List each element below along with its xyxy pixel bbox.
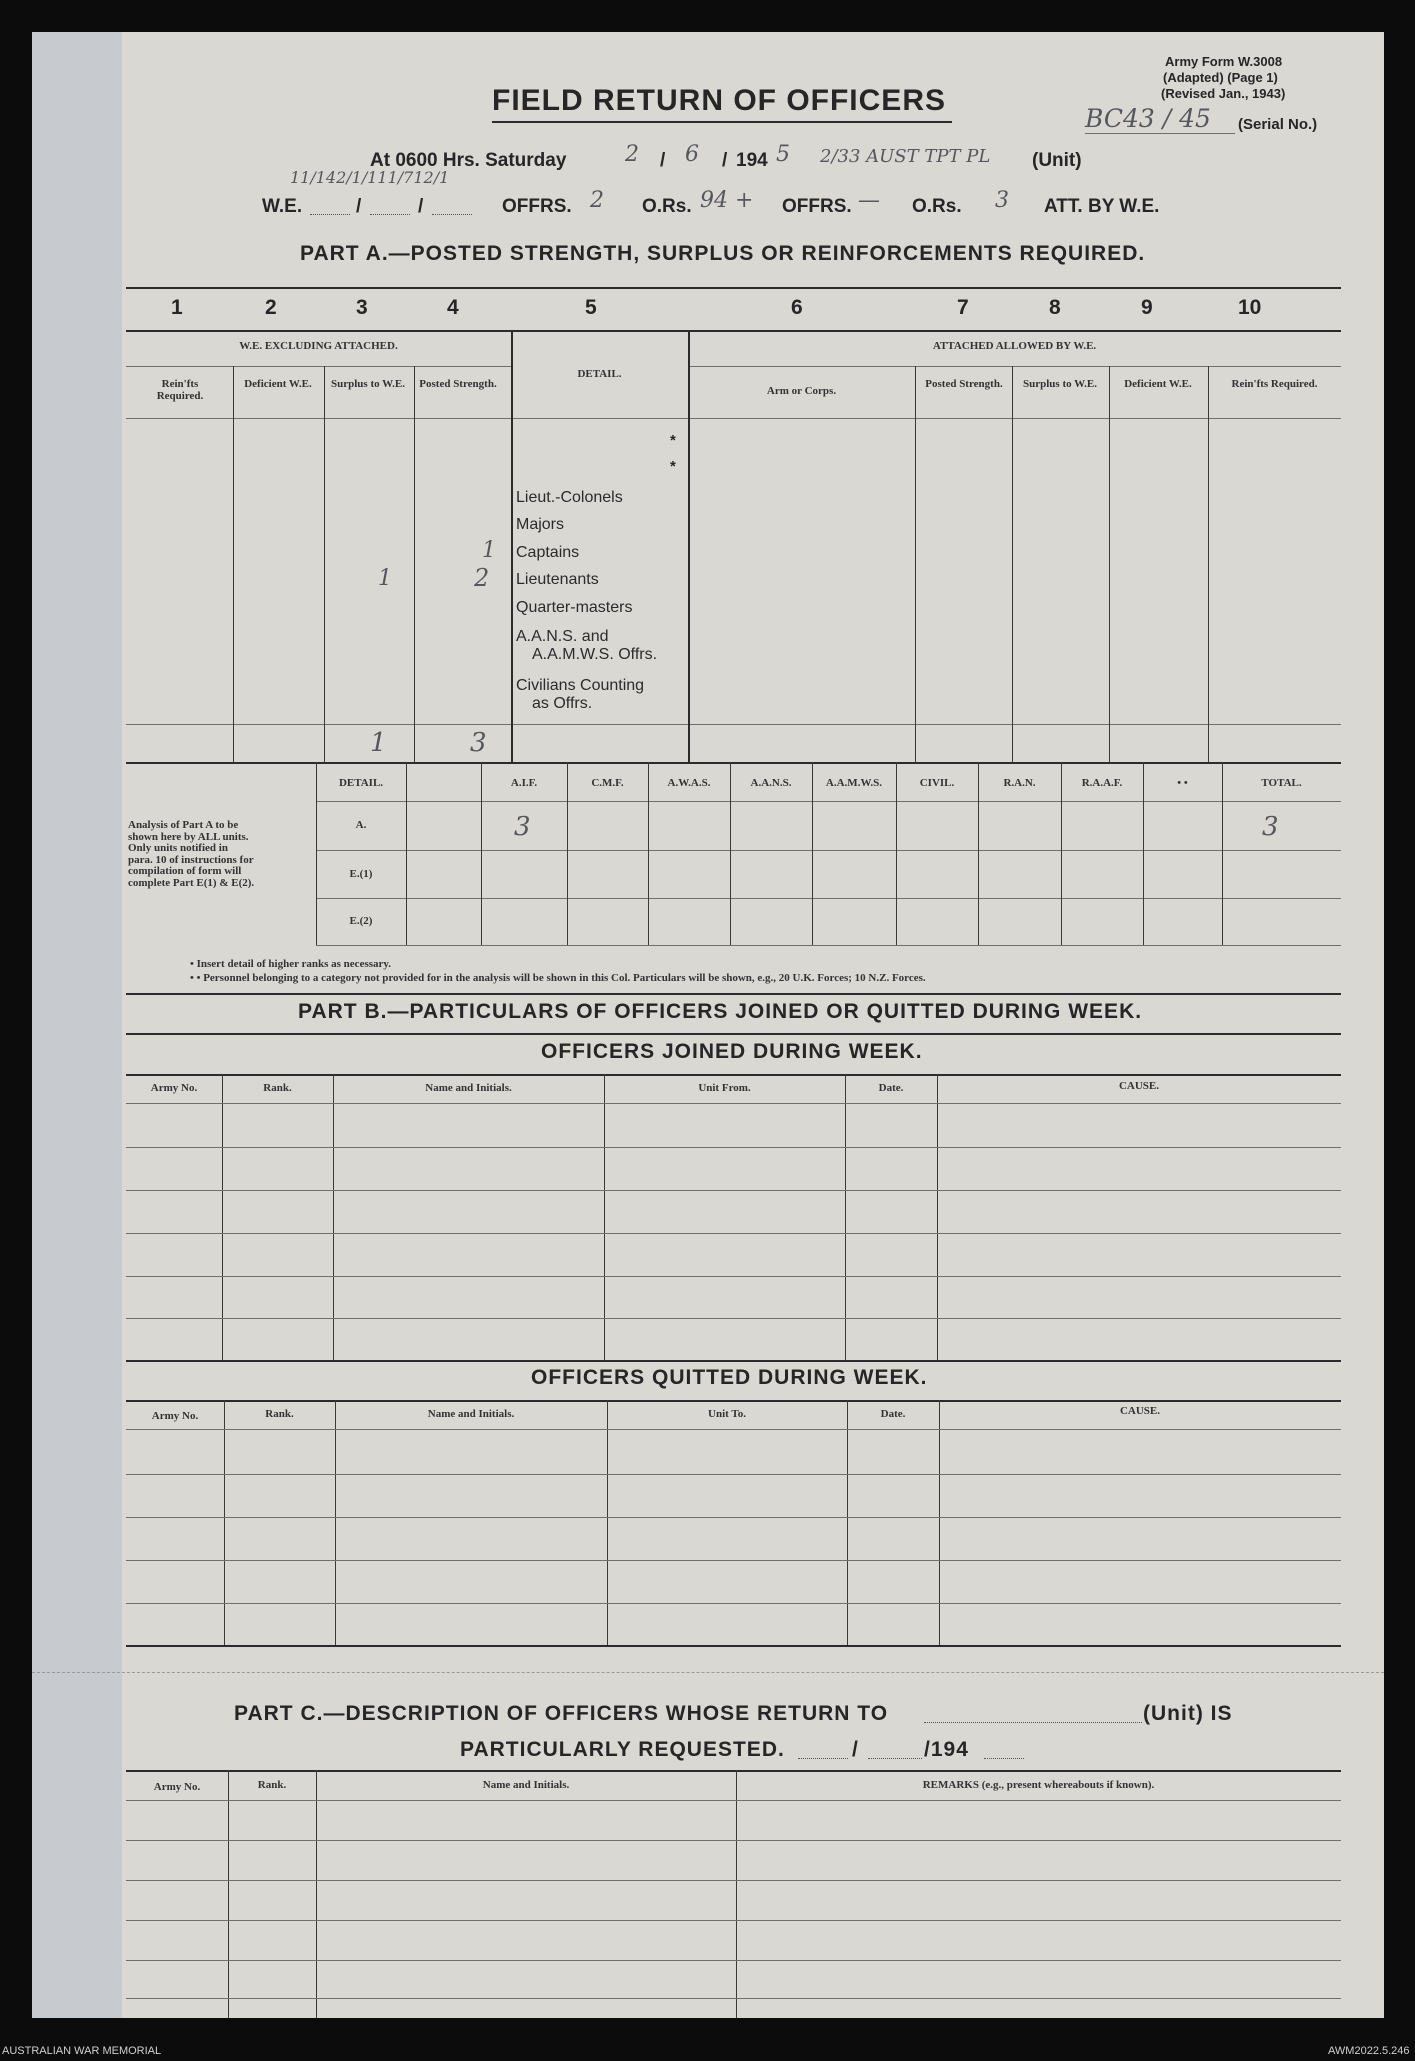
head-posted: Posted Strength. [419, 378, 497, 390]
captains-posted: 1 [482, 538, 496, 563]
col-num-10: 10 [1238, 296, 1262, 319]
note-1: • Insert detail of higher ranks as necessary. [190, 958, 392, 970]
joined-title: OFFICERS JOINED DURING WEEK. [541, 1040, 923, 1063]
group-attached-allowed: ATTACHED ALLOWED BY W.E. [932, 340, 1097, 352]
head-surplus2: Surplus to W.E. [1023, 378, 1097, 390]
total-surplus: 1 [370, 728, 387, 758]
part-a-title: PART A.—POSTED STRENGTH, SURPLUS OR REINFORCEMENTS REQUIRED. [300, 242, 1146, 265]
quitted-col-name: Name and Initials. [427, 1408, 515, 1420]
unit-handwritten: 2/33 AUST TPT PL [820, 146, 991, 167]
partc-col-rank: Rank. [257, 1779, 287, 1791]
col-num-8: 8 [1049, 296, 1061, 319]
rank-quarter-masters: Quarter-masters [516, 599, 633, 616]
col-num-3: 3 [356, 296, 368, 319]
an-head-raaf: R.A.A.F. [1081, 777, 1123, 789]
col-num-9: 9 [1141, 296, 1153, 319]
rank-civilians-2: as Offrs. [532, 695, 593, 712]
col-num-6: 6 [791, 296, 803, 319]
an-head-aans: A.A.N.S. [750, 777, 792, 789]
head-posted2: Posted Strength. [925, 378, 1003, 390]
offrs-value: 2 [590, 188, 604, 213]
part-c-year: /194 [924, 1738, 969, 1761]
we-handwritten: 11/142/1/111/712/1 [290, 168, 450, 187]
form-id-line1: Army Form W.3008 [1165, 54, 1283, 69]
offrs-label: OFFRS. [502, 196, 572, 217]
form-id-line3: (Revised Jan., 1943) [1161, 86, 1286, 101]
quitted-col-rank: Rank. [265, 1408, 294, 1420]
an-total-a: 3 [1262, 812, 1279, 842]
date-month: 6 [685, 142, 699, 167]
an-head-ran: R.A.N. [1003, 777, 1036, 789]
an-head-other: • • [1177, 777, 1188, 789]
col-num-2: 2 [265, 296, 277, 319]
ors-value: 94 + [700, 188, 754, 213]
total-posted: 3 [470, 728, 487, 758]
serial-label: (Serial No.) [1238, 116, 1318, 133]
head-reinf-required: Rein'fts Required. [156, 378, 204, 402]
rank-civilians: Civilians Counting [516, 677, 645, 694]
rank-aamws: A.A.M.W.S. Offrs. [532, 646, 658, 663]
ors2-label: O.Rs. [912, 196, 962, 217]
part-c-title-a: PART C.—DESCRIPTION OF OFFICERS WHOSE RETURN TO [234, 1702, 889, 1725]
an-aif-a: 3 [514, 812, 531, 842]
quitted-title: OFFICERS QUITTED DURING WEEK. [531, 1366, 928, 1389]
rank-lieutenants: Lieutenants [516, 571, 599, 588]
page-title: FIELD RETURN OF OFFICERS [492, 84, 946, 117]
joined-col-army-no: Army No. [150, 1082, 198, 1094]
an-head-total: TOTAL. [1261, 777, 1302, 789]
col-num-1: 1 [171, 296, 183, 319]
date-day: 2 [625, 142, 639, 167]
form-id-line2: (Adapted) (Page 1) [1163, 70, 1278, 85]
offrs2-value: — [858, 188, 880, 213]
col-num-4: 4 [447, 296, 459, 319]
quitted-col-cause: CAUSE. [1119, 1405, 1161, 1417]
quitted-col-army-no: Army No. [151, 1410, 199, 1422]
analysis-note: Analysis of Part A to be shown here by ALL units. Only units notified in para. 10 of instructions for compilation of form will complete Part E(1) & E(2). [128, 819, 255, 889]
rank-majors: Majors [516, 516, 565, 533]
joined-col-name: Name and Initials. [425, 1082, 512, 1094]
an-head-aif: A.I.F. [510, 777, 538, 789]
joined-col-rank: Rank. [263, 1082, 292, 1094]
joined-col-unit-from: Unit From. [698, 1082, 751, 1094]
date-year-hand: 5 [776, 142, 790, 167]
att-by-we-label: ATT. BY W.E. [1044, 196, 1160, 217]
form-edge-strip [32, 32, 122, 2018]
an-head-awas: A.W.A.S. [667, 777, 711, 789]
footer-right: AWM2022.5.246 [1328, 2045, 1410, 2057]
partc-col-remarks: REMARKS (e.g., present whereabouts if known). [922, 1779, 1155, 1791]
lieut-posted: 2 [474, 564, 490, 592]
an-head-aamws: A.A.M.W.S. [825, 777, 883, 789]
group-we-excluding: W.E. EXCLUDING ATTACHED. [239, 340, 398, 352]
part-c-title-c: PARTICULARLY REQUESTED. [460, 1738, 785, 1761]
an-head-cmf: C.M.F. [591, 777, 624, 789]
date-year-printed: 194 [736, 150, 768, 171]
head-reinf2: Rein'fts Required. [1231, 378, 1318, 390]
offrs2-label: OFFRS. [782, 196, 852, 217]
footer-left: AUSTRALIAN WAR MEMORIAL [2, 2045, 162, 2057]
serial-number: BC43 / 45 [1085, 104, 1211, 133]
partc-col-name: Name and Initials. [482, 1779, 570, 1791]
ors2-value: 3 [995, 188, 1009, 213]
we-label: W.E. [262, 196, 303, 217]
head-deficient2: Deficient W.E. [1124, 378, 1192, 390]
lieut-surplus: 1 [378, 566, 392, 591]
head-surplus: Surplus to W.E. [331, 378, 405, 390]
head-deficient: Deficient W.E. [244, 378, 312, 390]
col-num-5: 5 [585, 296, 597, 319]
part-b-title: PART B.—PARTICULARS OF OFFICERS JOINED OR QUITTED DURING WEEK. [298, 1000, 1143, 1023]
an-row-e2: E.(2) [349, 915, 373, 927]
star-2: * [670, 458, 676, 475]
time-day-prefix: At 0600 Hrs. Saturday [370, 150, 567, 171]
col-num-7: 7 [957, 296, 969, 319]
unit-label: (Unit) [1032, 150, 1082, 171]
an-head-civil: CIVIL. [919, 777, 955, 789]
rank-captains: Captains [516, 544, 580, 561]
joined-col-date: Date. [878, 1082, 904, 1094]
part-c-date-sep: / [852, 1738, 859, 1761]
detail-header: DETAIL. [577, 368, 622, 380]
part-c-title-b: (Unit) IS [1143, 1702, 1233, 1725]
ors-label: O.Rs. [642, 196, 692, 217]
an-row-a: A. [355, 819, 367, 831]
an-head-detail: DETAIL. [338, 777, 384, 789]
quitted-col-date: Date. [880, 1408, 906, 1420]
rank-lieut-colonels: Lieut.-Colonels [516, 489, 623, 506]
quitted-col-unit-to: Unit To. [708, 1408, 746, 1420]
partc-col-army-no: Army No. [153, 1781, 201, 1793]
note-2: • • Personnel belonging to a category not provided for in the analysis will be shown in this Col. Particulars will be shown, e.g., 20 U.K. Forces; 10 N.Z. Forces. [190, 972, 926, 984]
star-1: * [670, 432, 676, 449]
head-arm-corps: Arm or Corps. [766, 385, 837, 397]
rank-aans: A.A.N.S. and [516, 628, 609, 645]
joined-col-cause: CAUSE. [1118, 1080, 1160, 1092]
an-row-e1: E.(1) [349, 868, 373, 880]
